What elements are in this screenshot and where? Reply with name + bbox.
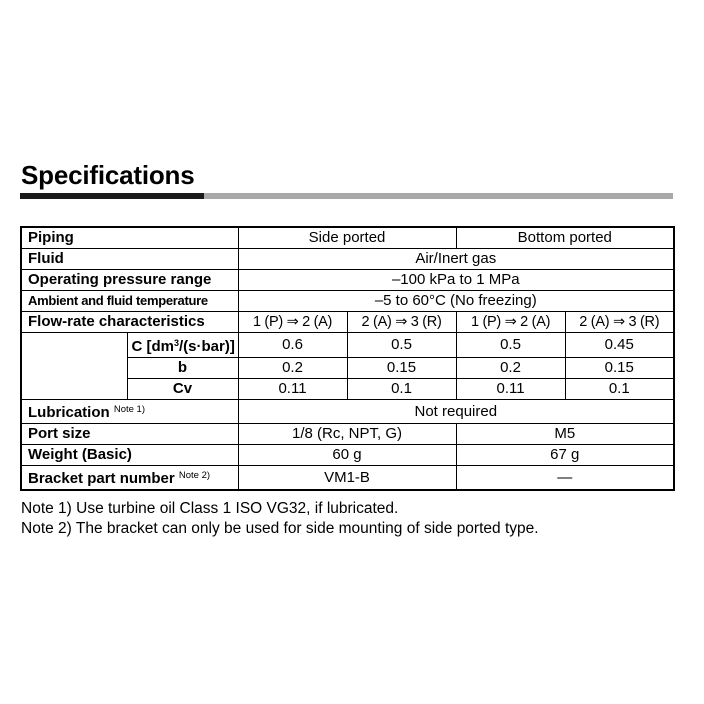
table-row: [21, 227, 674, 249]
lubrication-label: [21, 400, 238, 424]
c-value: 0.5: [347, 333, 456, 358]
cv-value: 0.11: [238, 379, 347, 400]
cv-label: Cv: [127, 379, 238, 400]
c-value: 0.6: [238, 333, 347, 358]
port-label: Port size: [21, 424, 238, 445]
weight-bottom: 67 g: [456, 445, 674, 466]
table-row: [21, 424, 674, 445]
b-value: 0.15: [565, 358, 674, 379]
flow-label: Flow-rate characteristics: [21, 312, 238, 333]
c-value: 0.45: [565, 333, 674, 358]
specifications-table: [20, 226, 675, 491]
flow-header: 2 (A) ⇒ 3 (R): [347, 312, 456, 333]
b-value: 0.15: [347, 358, 456, 379]
table-row: [21, 291, 674, 312]
flow-spacer: [21, 358, 127, 379]
fluid-label: Fluid: [21, 249, 238, 270]
flow-spacer: [21, 333, 127, 358]
c-label: [127, 333, 238, 358]
lubrication-note-ref: Note 1): [113, 404, 145, 415]
bracket-side: VM1-B: [238, 466, 456, 491]
cv-value: 0.11: [456, 379, 565, 400]
piping-side: Side ported: [238, 227, 456, 249]
table-row: [21, 312, 674, 333]
title-rule-dark: [20, 193, 204, 199]
port-side: 1/8 (Rc, NPT, G): [238, 424, 456, 445]
page-title: Specifications: [21, 160, 195, 190]
b-label: b: [127, 358, 238, 379]
weight-side: 60 g: [238, 445, 456, 466]
temperature-value: –5 to 60°C (No freezing): [238, 291, 674, 312]
c-label-post: /(s·bar)]: [179, 338, 235, 355]
note-1: Note 1) Use turbine oil Class 1 ISO VG32, if lubricated.: [21, 500, 399, 517]
fluid-value: Air/Inert gas: [238, 249, 674, 270]
bracket-label-text: Bracket part number: [28, 470, 175, 487]
flow-header: 1 (P) ⇒ 2 (A): [456, 312, 565, 333]
c-label-sup: 3: [174, 338, 180, 348]
title-rule-gray: [204, 193, 673, 199]
b-value: 0.2: [456, 358, 565, 379]
bracket-bottom: —: [456, 466, 674, 491]
table-row: [21, 270, 674, 291]
flow-spacer: [21, 379, 127, 400]
bracket-label: [21, 466, 238, 491]
table-row: [21, 400, 674, 424]
table-row: [21, 466, 674, 491]
b-value: 0.2: [238, 358, 347, 379]
table-row: [21, 333, 674, 358]
piping-bottom: Bottom ported: [456, 227, 674, 249]
piping-label: Piping: [21, 227, 238, 249]
table-row: [21, 249, 674, 270]
cv-value: 0.1: [347, 379, 456, 400]
c-label-pre: C [dm: [131, 338, 174, 355]
flow-header: 2 (A) ⇒ 3 (R): [565, 312, 674, 333]
cv-value: 0.1: [565, 379, 674, 400]
lubrication-value: Not required: [238, 400, 674, 424]
lubrication-label-text: Lubrication: [28, 404, 110, 421]
weight-label: Weight (Basic): [21, 445, 238, 466]
bracket-note-ref: Note 2): [178, 470, 211, 481]
temperature-label: Ambient and fluid temperature: [21, 291, 238, 312]
pressure-value: –100 kPa to 1 MPa: [238, 270, 674, 291]
flow-header: 1 (P) ⇒ 2 (A): [238, 312, 347, 333]
table-row: [21, 379, 674, 400]
note-2: Note 2) The bracket can only be used for side mounting of side ported type.: [21, 520, 539, 537]
table-row: [21, 445, 674, 466]
port-bottom: M5: [456, 424, 674, 445]
table-row: [21, 358, 674, 379]
c-value: 0.5: [456, 333, 565, 358]
pressure-label: Operating pressure range: [21, 270, 238, 291]
